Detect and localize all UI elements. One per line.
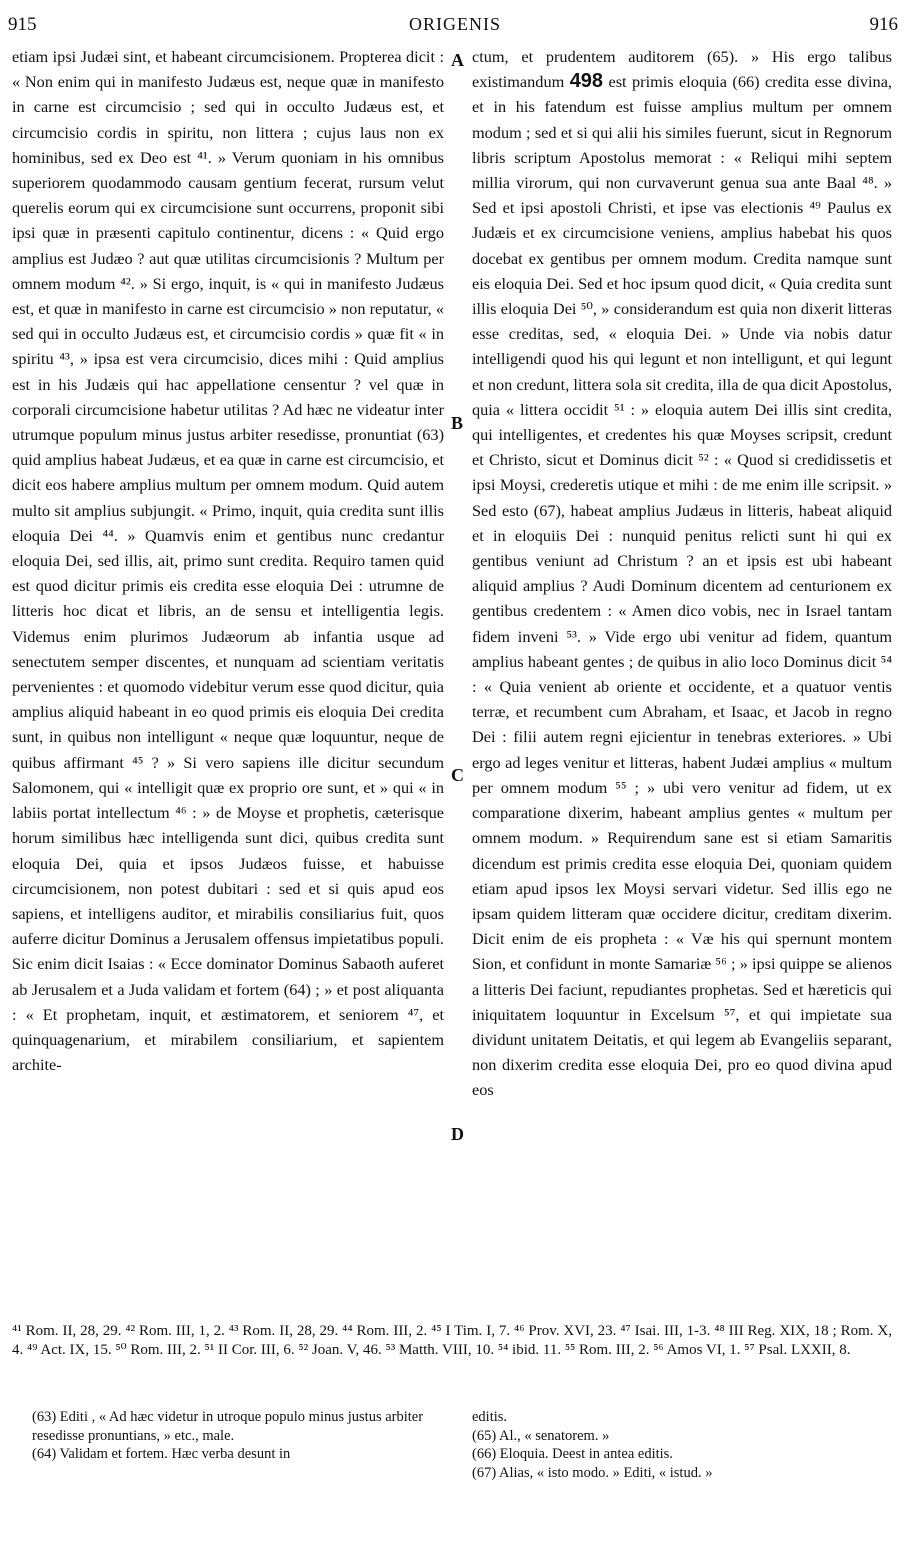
note-66: (66) Eloquia. Deest in antea editis. <box>472 1446 673 1462</box>
page-number-right: 916 <box>869 14 898 35</box>
scripture-references <box>12 1322 892 1360</box>
note-65: (65) Al., « senatorem. » <box>472 1427 610 1444</box>
left-column-text: etiam ipsi Judæi sint, et habeant circumcisionem. Propterea dicit : « Non enim qui in manifesto Judæus est, neque quæ in manifesto in carne est circumcisio ; sed qui in occulto Judæus est, et circumcisio cordis in spiritu, non littera ; cujus laus non ex hominibus, sed ex Deo est ⁴¹. » Verum quoniam in his omnibus superiorem quodammodo causam gentium fecerat, rursum velut querelis eorum qui ex circumcisione sunt occurrens, proponit sibi ipsi quæ in præsenti capitulo continentur, dicens : « Quid ergo amplius est Judæo ? aut quæ utilitas circumcisionis ? Multum per omnem modum ⁴². » Si ergo, inquit, is « qui in manifesto Judæus est, et quæ in manifesto in carne est circumcisio » non reputatur, « sed qui in occulto Judæus est, et circumcisio cordis » quæ fit « in spiritu ⁴³, » ipsa est vera circumcisio, dices mihi : Quid amplius est in his Judæis qui hac appellatione censentur ? vel quæ in corporali circumcisione habetur utilitas ? Ad hæc ne videatur inter utrumque populum minus justus arbiter resedisse, pronuntiat (63) quid amplius habeat Judæus, et ea quæ in carne est circumcisio, et dicit eos habere amplius multum per omnem modum. Quid autem multo sit amplius subjungit. « Primo, inquit, quia credita sunt illis eloquia Dei ⁴⁴. » Quamvis enim et gentibus nunc credantur eloquia Dei, sed illis, ait, primo sunt credita. Requiro tamen quid est quod dicitur primis eis credita esse eloquia Dei : utrumne de litteris hoc dicat et libris, an de sensu et intelligentia legis. Videmus enim plurimos Judæorum ab infantia usque ad senectutem semper discentes, et nunquam ad scientiam veritatis pervenientes : et quomodo videbitur verum esse quod dicitur, quia amplius aliquid habeant in eo quod primis eis eloquia Dei credita sunt, in quibus non intelligunt « neque quæ loquuntur, neque de quibus affirmant ⁴⁵ ? » Si vero sapiens ille dicitur secundum Salomonem, qui « intelligit quæ ex proprio ore sunt, et » qui « in labiis portat intellectum ⁴⁶ : » de Moyse et prophetis, cæterisque horum similibus hæc intelligenda sunt dici, quibus credita sunt eloquia Dei, quia et ipsos Judæos fuisse, et habuisse circumcisionem, non potest dubitari : sed et si quis apud eos sapiens, et intelligens auditor, et mirabilis consiliarius fuit, quos auferre dicitur Dominus a Jerusalem offensus impietatibus populi. Sic enim dicit Isaias : « Ecce dominator Dominus Sabaoth auferet ab Jerusalem et a Juda validam et fortem (64) ; » et post aliquanta : « Et prophetam, inquit, et æstimatorem, et seniorem ⁴⁷, et quinquagenarium, et mirabilem consiliarium, et sapientem archite- <box>12 47 444 1075</box>
margin-letter-b: B <box>451 413 464 433</box>
right-column <box>472 44 892 1103</box>
margin-letter-a: A <box>451 50 464 70</box>
left-column <box>12 44 444 1077</box>
margin-letter-d: D <box>451 1124 464 1144</box>
inline-page-number: 498 <box>569 70 604 93</box>
page-number-left: 915 <box>8 14 37 35</box>
running-header <box>0 14 910 38</box>
right-column-text <box>472 44 892 1103</box>
margin-letter-c: C <box>451 765 464 785</box>
right-column-text-start: ctum, et prudentem auditorem (65). » His ergo talibus existimandum <box>472 47 892 92</box>
editorial-notes-right <box>472 1408 892 1482</box>
editorial-notes-left <box>32 1408 452 1464</box>
note-64: (64) Validam et fortem. Hæc verba desunt in <box>32 1446 291 1462</box>
note-64-continued: editis. <box>472 1409 508 1425</box>
running-title: ORIGENIS <box>409 14 501 34</box>
scripture-references-text: ⁴¹ Rom. II, 28, 29. ⁴² Rom. III, 1, 2. ⁴³ Rom. II, 28, 29. ⁴⁴ Rom. III, 2. ⁴⁵ I Tim. I, 7. ⁴⁶ Prov. XVI, 23. ⁴⁷ Isai. III, 1-3. ⁴⁸ III Reg. XIX, 18 ; Rom. X, 4. ⁴⁹ Act. IX, 15. ⁵⁰ Rom. III, 2. ⁵¹ II Cor. III, 6. ⁵² Joan. V, 46. ⁵³ Matth. VIII, 10. ⁵⁴ ibid. 11. ⁵⁵ Rom. III, 2. ⁵⁶ Amos VI, 1. ⁵⁷ Psal. LXXII, 8. <box>12 1323 892 1358</box>
note-67: (67) Alias, « isto modo. » Editi, « istud. » <box>472 1464 713 1481</box>
right-column-text-rest: est primis eloquia (66) credita esse divina, et in his fatendum est fuisse amplius multum per omnem modum ; sed et si qui alii his similes fuerunt, sicut in Regnorum libris scriptum Apostolus memorat : « Reliqui mihi septem millia virorum, qui non curvaverunt genua sua ante Baal ⁴⁸. » Sed et ipsi apostoli Christi, et ipse vas electionis ⁴⁹ Paulus ex Judæis et ex circumcisione veniens, amplius habebat his quos docebat ex gentibus per omnem modum. Credita namque sunt eis eloquia Dei. Sed et hoc ipsum quod dicit, « Quia credita sunt illis eloquia Dei ⁵⁰, » considerandum est quia non dixerit litteras esse creditas, sed, « eloquia Dei. » Unde via nobis datur intelligendi quod his qui legunt et non intelligunt, et qui legunt et non credunt, littera sola sit credita, illa de qua dicit Apostolus, quia « littera occidit ⁵¹ : » eloquia autem Dei illis sint credita, qui intelligentes, et credentes his quæ Moyses scripsit, credunt et Christo, sicut et Dominus dicit ⁵² : « Quod si credidissetis et ipsi Moysi, crederetis utique et mihi : de me enim ille scripsit. » Sed esto (67), habeat amplius Judæus in litteris, habeat aliquid et in eloquiis Dei : nunquid penitus relicti sunt hi qui ex gentibus veniunt ad Christum ? an et ipsis est ubi habeant aliquid amplius ? Audi Dominum dicentem ad centurionem ex gentibus credentem : « Amen dico vobis, nec in Israel tantam fidem inveni ⁵³. » Vide ergo ubi venitur ad fidem, quantum amplius habeant gentes ; de quibus in alio loco Dominus dicit ⁵⁴ : « Quia venient ab oriente et occidente, et a quatuor ventis terræ, et recumbent cum Abraham, et Isaac, et Jacob in regno Dei : filii autem regni ejicientur in tenebras exteriores. » Ubi ergo ad leges venitur et litteras, habent Judæi amplius « multum per omnem modum ⁵⁵ ; » ubi vero venitur ad fidem, ut ex comparatione dixerim, habeant amplius gentes « multum per omnem modum. » Requirendum sane est si etiam Samaritis dicendum est primis credita esse eloquia Dei, quoniam quidem etiam apud ipsos lex Moysi servari videtur. Sed illis ego ne ipsam quidem litteram quæ occidere dicitur, creditam dixerim. Dicit enim de eis propheta : « Væ his qui spernunt montem Sion, et confidunt in monte Samariæ ⁵⁶ ; » ipsi quippe se alienos a litteris Dei faciunt, repudiantes prophetas. Sed et hæreticis qui iniquitatem loquuntur in Excelsum ⁵⁷, et qui impietate sua dividunt unitatem Deitatis, et qui legem ab Evangeliis separant, non dixerim credita esse eloquia Dei, pro eo quod divina apud eos <box>472 72 892 1100</box>
note-63: (63) Editi , « Ad hæc videtur in utroque populo minus justus arbiter resedisse pronuntians, » etc., male. <box>32 1409 424 1444</box>
